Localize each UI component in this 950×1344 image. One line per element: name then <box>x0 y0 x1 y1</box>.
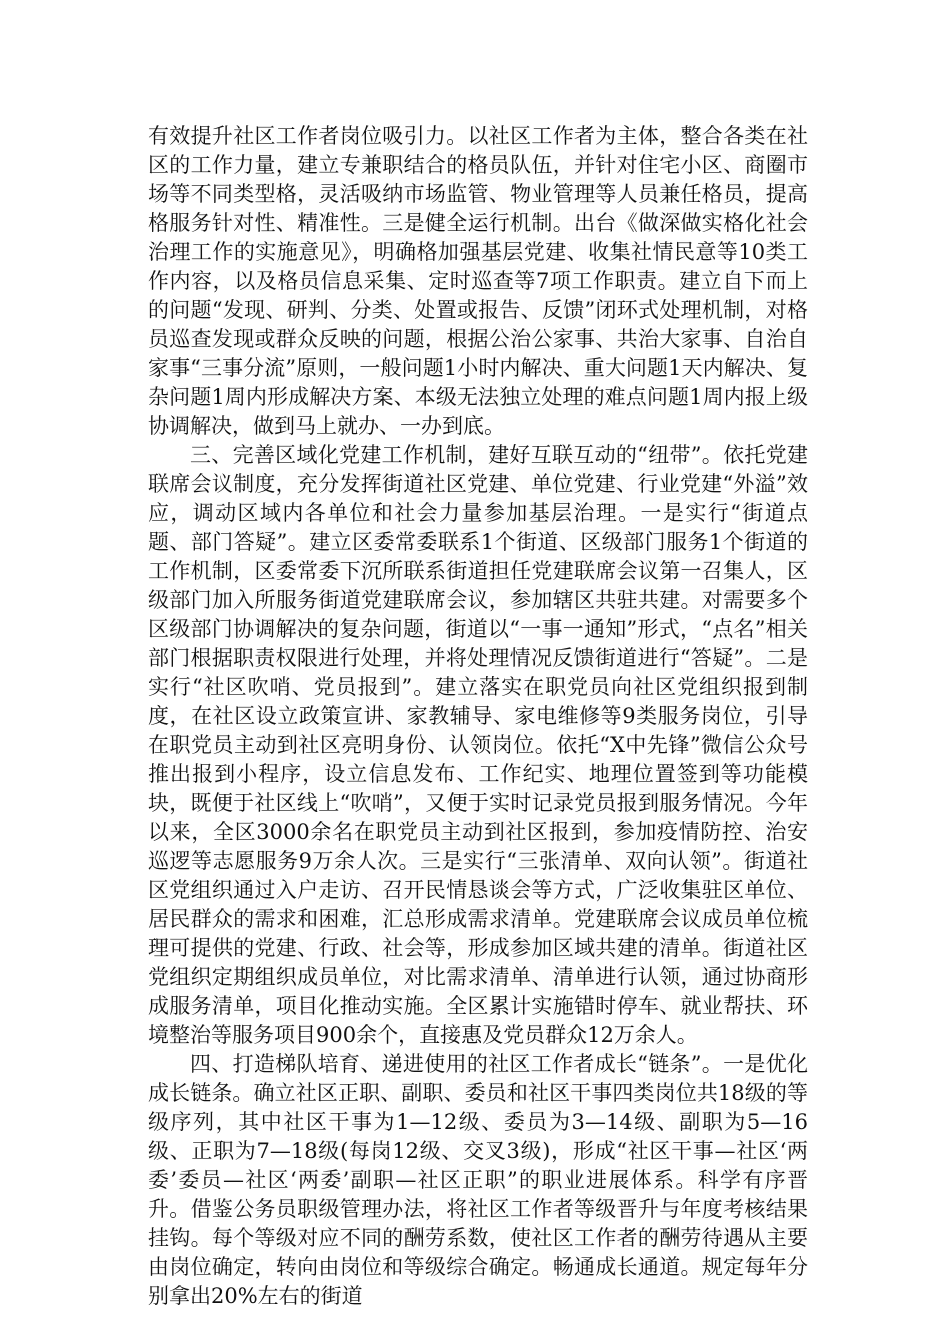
paragraph-career-ladder: 四、打造梯队培育、递进使用的社区工作者成长“链条”。一是优化成长链条。确立社区正职、副职、委员和社区干事四类岗位共18级的等级序列，其中社区干事为1—12级、委员为3—14级、副职为5—16级、正职为7—18级(每岗12级、交叉3级)，形成“社区干事—社区‘两委’委员—社区‘两委’副职—社区正职”的职业进展体系。科学有序晋升。借鉴公务员职级管理办法，将社区工作者等级晋升与年度考核结果挂钩。每个等级对应不同的酬劳系数，使社区工作者的酬劳待遇从主要由岗位确定，转向由岗位和等级综合确定。畅通成长通道。规定每年分别拿出20%左右的街道 <box>148 1052 808 1308</box>
paragraph-party-building: 三、完善区域化党建工作机制，建好互联互动的“纽带”。依托党建联席会议制度，充分发挥街道社区党建、单位党建、行业党建“外溢”效应，调动区域内各单位和社会力量参加基层治理。一是实行“街道点题、部门答疑”。建立区委常委联系1个街道、区级部门服务1个街道的工作机制，区委常委下沉所联系街道担任党建联席会议第一召集人，区级部门加入所服务街道党建联席会议，参加辖区共驻共建。对需要多个区级部门协调解决的复杂问题，街道以“一事一通知”形式，“点名”相关部门根据职责权限进行处理，并将处理情况反馈街道进行“答疑”。二是实行“社区吹哨、党员报到”。建立落实在职党员向社区党组织报到制度，在社区设立政策宣讲、家教辅导、家电维修等9类服务岗位，引导在职党员主动到社区亮明身份、认领岗位。依托“X中先锋”微信公众号推出报到小程序，设立信息发布、工作纪实、地理位置签到等功能模块，既便于社区线上“吹哨”，又便于实时记录党员报到服务情况。今年以来，全区3000余名在职党员主动到社区报到，参加疫情防控、治安巡逻等志愿服务9万余人次。三是实行“三张清单、双向认领”。街道社区党组织通过入户走访、召开民情恳谈会等方式，广泛收集驻区单位、居民群众的需求和困难，汇总形成需求清单。党建联席会议成员单位梳理可提供的党建、行政、社会等，形成参加区域共建的清单。街道社区党组织定期组织成员单位，对比需求清单、清单进行认领，通过协商形成服务清单，项目化推动实施。全区累计实施错时停车、就业帮扶、环境整治等服务项目900余个，直接惠及党员群众12万余人。 <box>148 443 808 1047</box>
document-page <box>148 122 808 1311</box>
paragraph-grid-mechanism: 有效提升社区工作者岗位吸引力。以社区工作者为主体，整合各类在社区的工作力量，建立专兼职结合的格员队伍，并针对住宅小区、商圈市场等不同类型格，灵活吸纳市场监管、物业管理等人员兼任格员，提高格服务针对性、精准性。三是健全运行机制。出台《做深做实格化社会治理工作的实施意见》，明确格加强基层党建、收集社情民意等10类工作内容，以及格员信息采集、定时巡查等7项工作职责。建立自下而上的问题“发现、研判、分类、处置或报告、反馈”闭环式处理机制，对格员巡查发现或群众反映的问题，根据公治公家事、共治大家事、自治自家事“三事分流”原则，一般问题1小时内解决、重大问题1天内解决、复杂问题1周内形成解决方案、本级无法独立处理的难点问题1周内报上级协调解决，做到马上就办、一办到底。 <box>148 124 808 438</box>
